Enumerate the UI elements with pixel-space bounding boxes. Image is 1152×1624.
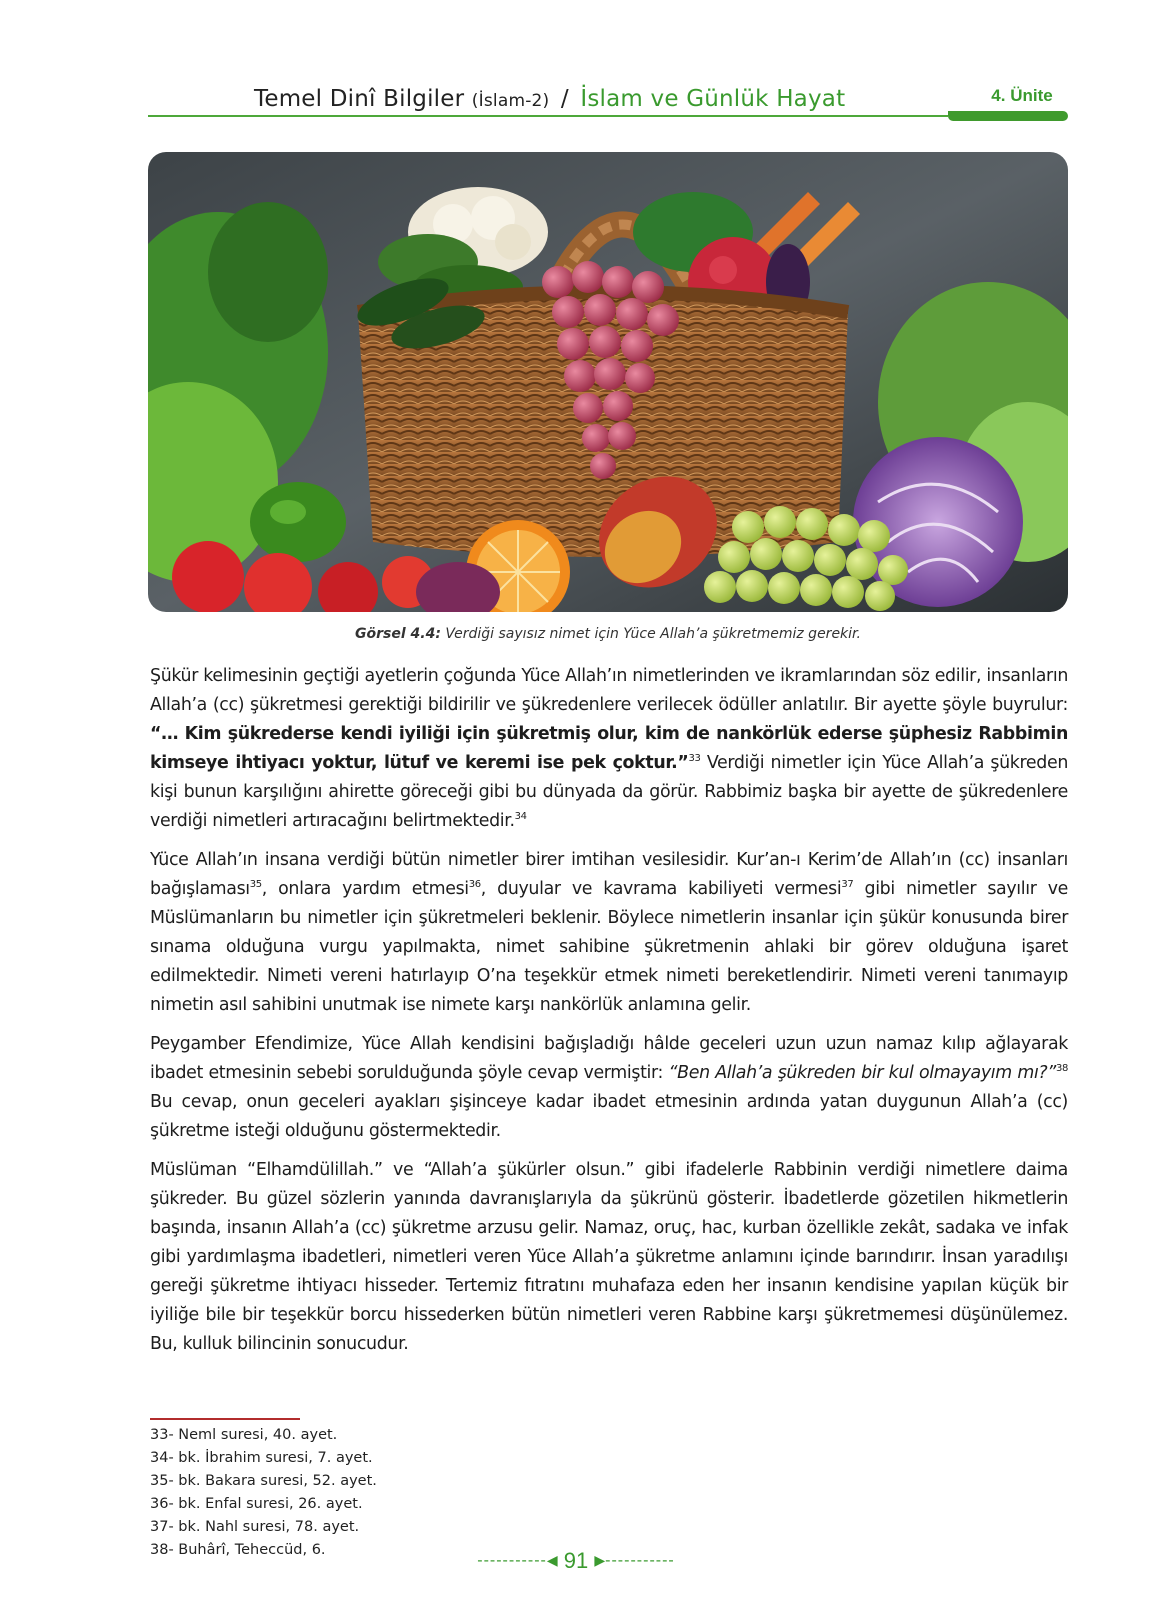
footnote: 38- Buhârî, Teheccüd, 6. [150,1542,326,1558]
arrow-right-icon: ▶ [594,1552,606,1568]
footnote: 33- Neml suresi, 40. ayet. [150,1427,338,1443]
dash-line-right: ----------- [605,1552,675,1569]
dash-line-left: ----------- [477,1552,547,1569]
footnote-ref: 38 [1055,1063,1068,1074]
header-rule [148,115,948,117]
verse-quote: “… Kim şükrederse kendi iyiliği için şükretmiş olur, kim de nankörlük ederse şüphesiz Rabbimin kimseye ihtiyacı yoktur, lütuf ve keremi ise pek çoktur.” [150,724,1068,773]
hadith-quote: “Ben Allah’a şükreden bir kul olmayayım mı?” [668,1063,1056,1083]
footnote-ref: 33 [688,753,701,764]
book-subtitle: (İslam-2) [471,91,550,111]
page-number-bar [0,1548,1152,1574]
paragraph-text: Yüce Allah’ın insana verdiği bütün nimetler birer imtihan vesilesidir. Kur’an-ı Kerim’de Allah’ın (cc) insanları bağışlaması [150,850,1068,899]
page-number: 91 [563,1548,589,1573]
book-title: Temel Dinî Bilgiler [254,86,465,112]
paragraph-text: Bu cevap, onun geceleri ayakları şişinceye kadar ibadet etmesinin ardında yatan duygunun Allah’a (cc) şükretme isteği olduğunu göstermektedir. [150,1092,1068,1141]
footnote-ref: 35 [249,879,262,890]
figure-caption [148,626,1068,642]
footnote-ref: 34 [514,811,527,822]
footnotes [150,1424,377,1562]
footnote-ref: 36 [468,879,481,890]
paragraph-1 [150,662,1068,836]
caption-label: Görsel 4.4: [355,626,441,642]
arrow-left-icon: ◀ [546,1552,558,1568]
paragraph-text: Şükür kelimesinin geçtiği ayetlerin çoğunda Yüce Allah’ın nimetlerinden ve ikramlarından söz edilir, insanların Allah’a (cc) şükretmesi gerektiği bildirilir ve şükredenlere verilecek ödüller anlatılır. Bir ayette şöyle buyrulur: [150,666,1068,715]
footnote: 37- bk. Nahl suresi, 78. ayet. [150,1519,360,1535]
page-header [148,82,1068,122]
running-title [254,86,845,112]
footnote: 34- bk. İbrahim suresi, 7. ayet. [150,1450,373,1466]
paragraph-4: Müslüman “Elhamdülillah.” ve “Allah’a şükürler olsun.” gibi ifadelerle Rabbinin verdiği nimetlere daima şükreder. Bu güzel sözlerin yanında davranışlarıyla da şükrünü gösterir. İbadetlerde gözetilen hikmetlerin başında, insanın Allah’a (cc) şükretme arzusu gelir. Namaz, oruç, hac, kurban özellikle zekât, sadaka ve infak gibi yardımlaşma ibadetleri, nimetleri veren Yüce Allah’a şükretme anlamını içinde barındırır. İnsan yaradılışı gereği şükretme ihtiyacı hisseder. Tertemiz fıtratını muhafaza eden her insanın kendisine yapılan küçük bir iyiliğe bile bir teşekkür borcu hissederken bütün nimetleri veren Rabbine karşı şükretmemesi düşünülemez. Bu, kulluk bilincinin sonucudur. [150,1160,1068,1354]
footnote-ref: 37 [841,879,854,890]
paragraph-text: , duyular ve kavrama kabiliyeti vermesi [480,879,842,899]
title-separator: / [560,86,569,112]
unit-tab-bar [948,111,1068,121]
paragraph-2 [150,846,1068,1020]
paragraph-text: Verdiği nimetler için Yüce Allah’a şükreden kişi bunun karşılığını ahirette göreceği gibi bu dünyada da görür. Rabbimiz başka bir ayette de şükredenlere verdiği nimetleri artıracağını belirtmektedir. [150,753,1068,831]
fruit-basket-photo [148,152,1068,612]
paragraph-text: , onlara yardım etmesi [261,879,469,899]
footnote: 35- bk. Bakara suresi, 52. ayet. [150,1473,377,1489]
body-text [150,662,1068,1369]
footnote: 36- bk. Enfal suresi, 26. ayet. [150,1496,363,1512]
unit-tag: 4. Ünite [991,86,1053,105]
unit-name: İslam ve Günlük Hayat [580,86,846,112]
paragraph-text: Peygamber Efendimize, Yüce Allah kendisini bağışladığı hâlde geceleri uzun uzun namaz kılıp ağlayarak ibadet etmesinin sebebi sorulduğunda şöyle cevap vermiştir: [150,1034,1068,1083]
footnote-rule [150,1418,300,1420]
paragraph-3 [150,1030,1068,1146]
paragraph-text: gibi nimetler sayılır ve Müslümanların bu nimetler için şükretmeleri beklenir. Böylece nimetlerin insanlar için şükür konusunda birer sınama olduğuna vurgu yapılmakta, nimet sahibine şükretmenin ahlaki bir görev olduğuna işaret edilmektedir. Nimeti vereni hatırlayıp O’na teşekkür etmek nimeti bereketlendirir. Nimeti vereni tanımayıp nimetin asıl sahibini unutmak ise nimete karşı nankörlük anlamına gelir. [150,879,1069,1015]
caption-text: Verdiği sayısız nimet için Yüce Allah’a şükretmemiz gerekir. [440,626,861,642]
